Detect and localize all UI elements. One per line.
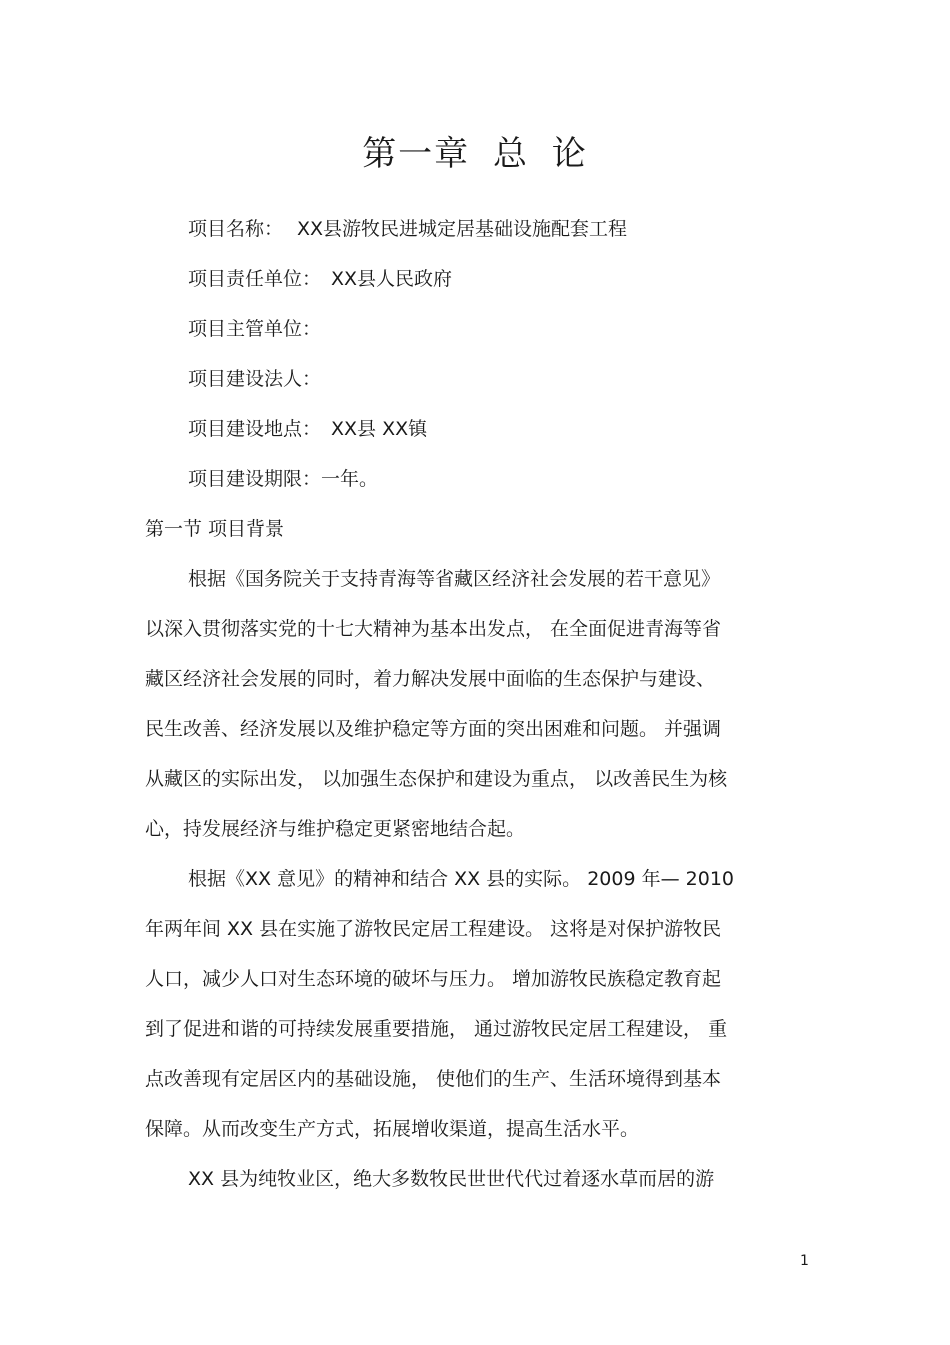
info-label: 项目建设法人： bbox=[188, 368, 322, 390]
info-responsible-unit bbox=[188, 266, 452, 292]
info-value: XX县游牧民进城定居基础设施配套工程 bbox=[297, 218, 628, 240]
paragraph-line: 保障。从而改变生产方式，拓展增收渠道，提高生活水平。 bbox=[145, 1118, 640, 1140]
info-legal-person bbox=[188, 366, 321, 392]
info-label: 项目名称： bbox=[188, 218, 284, 240]
paragraph-line: 根据《国务院关于支持青海等省藏区经济社会发展的若干意见》 bbox=[188, 568, 721, 590]
page-number: 1 bbox=[800, 1253, 809, 1269]
chapter-title: 第一章 总 论 bbox=[362, 134, 588, 174]
info-value: XX县 XX镇 bbox=[331, 418, 428, 440]
paragraph-line: 心，持发展经济与维护稳定更紧密地结合起。 bbox=[145, 818, 526, 840]
paragraph-line: 到了促进和谐的可持续发展重要措施， 通过游牧民定居工程建设， 重 bbox=[145, 1018, 728, 1040]
info-project-name bbox=[188, 216, 627, 242]
paragraph-line: 从藏区的实际出发， 以加强生态保护和建设为重点， 以改善民生为核 bbox=[145, 768, 728, 790]
info-value: XX县人民政府 bbox=[331, 268, 453, 290]
info-duration bbox=[188, 466, 378, 492]
paragraph-line: 人口，减少人口对生态环境的破坏与压力。 增加游牧民族稳定教育起 bbox=[145, 968, 722, 990]
paragraph-line: 以深入贯彻落实党的十七大精神为基本出发点， 在全面促进青海等省 bbox=[145, 618, 722, 640]
info-location bbox=[188, 416, 427, 442]
info-label: 项目建设期限： bbox=[188, 468, 322, 490]
section-heading: 第一节 项目背景 bbox=[145, 518, 285, 540]
info-label: 项目责任单位： bbox=[188, 268, 322, 290]
info-label: 项目建设地点： bbox=[188, 418, 322, 440]
paragraph-line: 民生改善、经济发展以及维护稳定等方面的突出困难和问题。 并强调 bbox=[145, 718, 722, 740]
paragraph-line: 根据《XX 意见》的精神和结合 XX 县的实际。 2009 年— 2010 bbox=[188, 868, 735, 890]
info-supervising-unit bbox=[188, 316, 321, 342]
info-value: 一年。 bbox=[321, 468, 379, 490]
paragraph-line: 藏区经济社会发展的同时，着力解决发展中面临的生态保护与建设、 bbox=[145, 668, 716, 690]
info-label: 项目主管单位： bbox=[188, 318, 322, 340]
paragraph-line: 点改善现有定居区内的基础设施， 使他们的生产、生活环境得到基本 bbox=[145, 1068, 722, 1090]
paragraph-line: XX 县为纯牧业区，绝大多数牧民世世代代过着逐水草而居的游 bbox=[188, 1168, 715, 1190]
paragraph-line: 年两年间 XX 县在实施了游牧民定居工程建设。 这将是对保护游牧民 bbox=[145, 918, 722, 940]
